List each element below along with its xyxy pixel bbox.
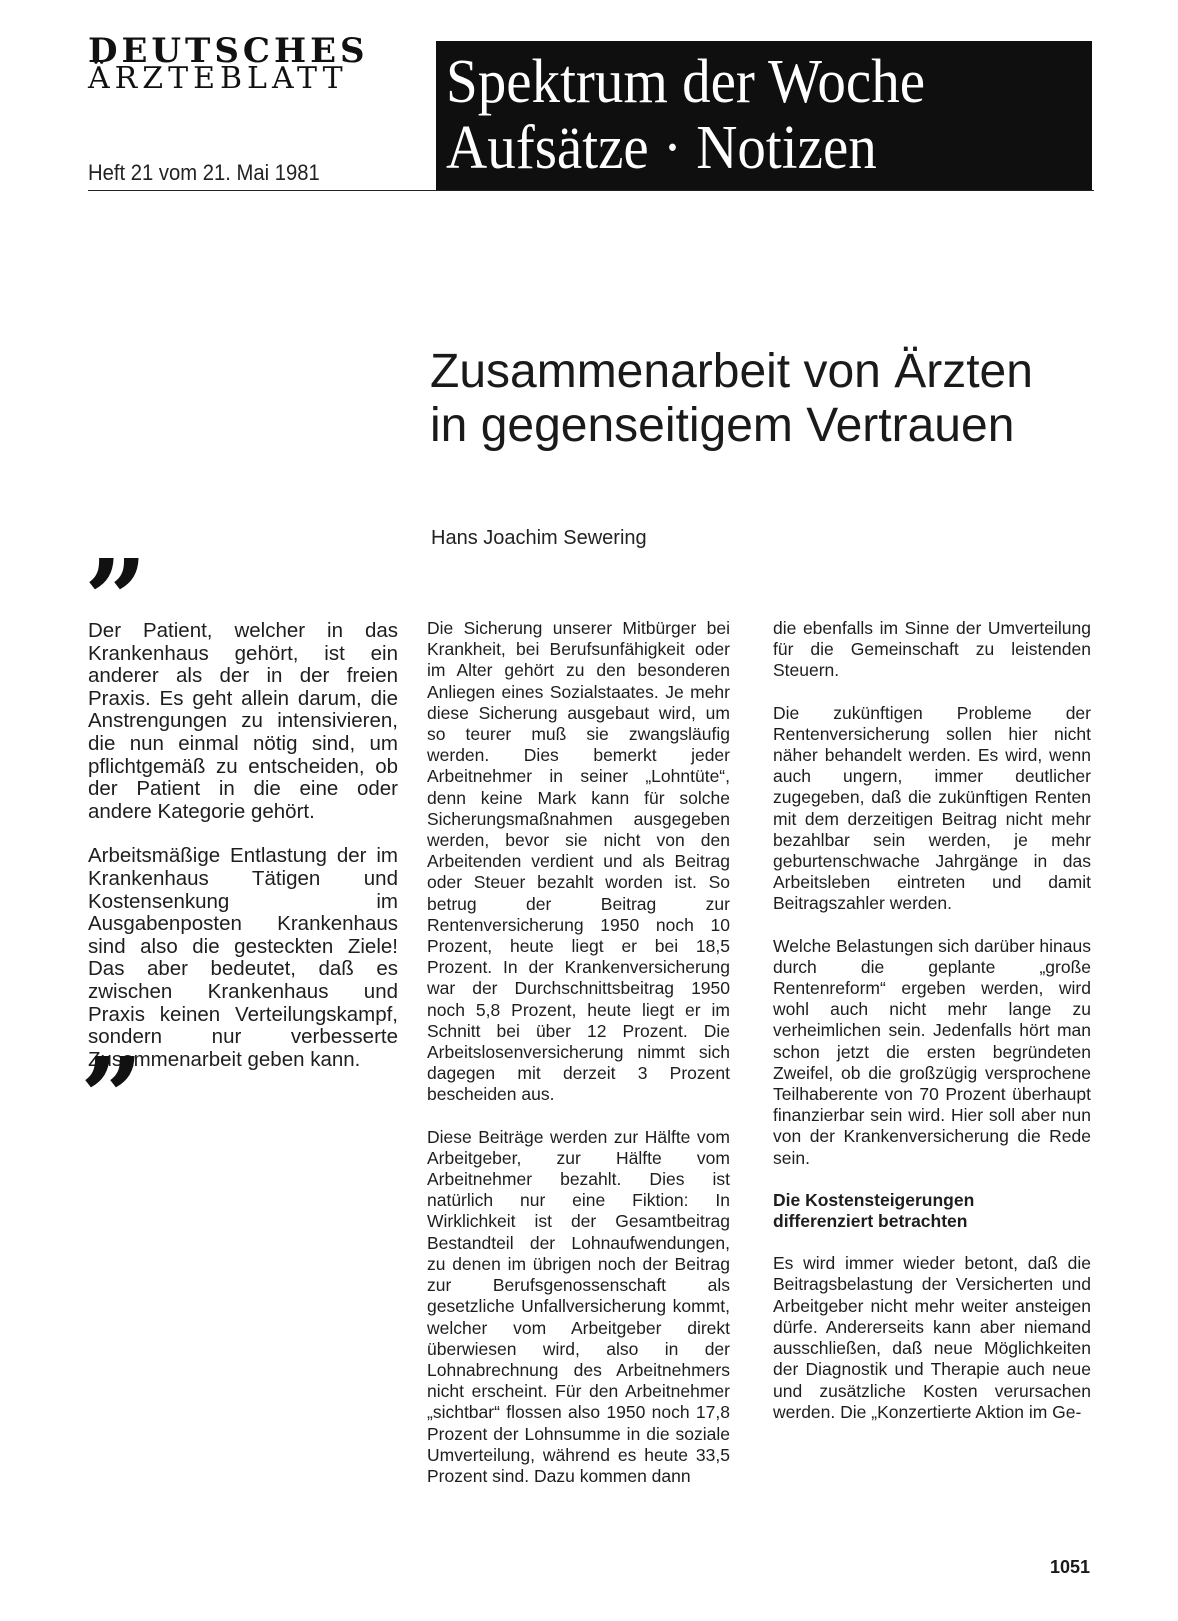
issue-date: Heft 21 vom 21. Mai 1981 (88, 160, 320, 185)
pull-quote-paragraph-2: Arbeitsmäßige Entlastung der im Krankenhaus Tätigen und Kostensenkung im Ausgabenposten Krankenhaus sind also die gesteckten Ziele! Das aber bedeutet, daß es zwischen Krankenhaus und Praxis keinen Verteilungskampf, sondern nur verbesserte Zusammenarbeit geben kann. (88, 844, 398, 1071)
article-author: Hans Joachim Sewering (431, 527, 647, 549)
pull-quote (88, 620, 398, 1093)
subheading-line2: differenziert betrachten (773, 1211, 968, 1232)
pull-quote-paragraph-1: Der Patient, welcher in das Krankenhaus gehört, ist ein anderer als der in der freien Praxis. Es geht allein darum, die Anstrengungen zu intensivieren, die nun einmal nötig sind, um pflichtgemäß zu entscheiden, ob der Patient in die eine oder andere Kategorie gehört. (88, 619, 398, 823)
body-column-1 (427, 618, 730, 1508)
section-banner (436, 41, 1092, 190)
masthead-line1: DEUTSCHES (88, 31, 369, 71)
header-rule (88, 190, 1094, 191)
column1-paragraph-1: Die Sicherung unserer Mitbürger bei Krankheit, bei Berufsunfähigkeit oder im Alter gehört zu den besonderen Anliegen eines Sozialstaates. Je mehr diese Sicherung ausgebaut wird, um so teurer muß sie zwangsläufig werden. Dies bemerkt jeder Arbeitnehmer in seiner „Lohntüte“, denn keine Mark kann für solche Sicherungsmaßnahmen ausgegeben werden, bevor sie nicht von den Arbeitenden verdient und als Beitrag oder Steuer bezahlt worden ist. So betrug der Beitrag zur Rentenversicherung 1950 noch 10 Prozent, heute liegt er bei 18,5 Prozent. In der Krankenversicherung war der Durchschnittsbeitrag 1950 noch 5,8 Prozent, heute liegt er im Schnitt bei über 12 Prozent. Die Arbeitslosenversicherung nimmt sich dagegen mit derzeit 3 Prozent bescheiden aus. (427, 618, 730, 1105)
body-column-2 (773, 618, 1091, 1444)
masthead-line2: ÄRZTEBLATT (88, 61, 348, 96)
column2-paragraph-4: Es wird immer wieder betont, daß die Beitragsbelastung der Versicherten und Arbeitgeber nicht mehr weiter ansteigen dürfe. Andererseits kann aber niemand ausschließen, daß neue Möglichkeiten der Diagnostik und Therapie auch neue und zusätzliche Kosten verursachen werden. Die „Konzertierte Aktion im Ge- (773, 1253, 1091, 1422)
page-number: 1051 (1049, 1557, 1090, 1577)
banner-line2: Aufsätze · Notizen (446, 114, 877, 182)
headline-line1: Zusammenarbeit von Ärzten (430, 345, 1033, 398)
headline-line2: in gegenseitigem Vertrauen (430, 399, 1015, 452)
column2-paragraph-3: Welche Belastungen sich darüber hinaus durch die geplante „große Rentenreform“ ergeben werden, wird wohl auch nicht mehr lange zu verheimlichen sein. Jedenfalls hört man schon jetzt die ersten begründeten Zweifel, ob die großzügig versprochene Teilhaberente von 70 Prozent überhaupt finanzierbar sein wird. Hier soll aber nun von der Krankenversicherung die Rede sein. (773, 935, 1091, 1168)
column1-paragraph-2: Diese Beiträge werden zur Hälfte vom Arbeitgeber, zur Hälfte vom Arbeitnehmer bezahlt. Dies ist natürlich nur eine Fiktion: In Wirklichkeit ist der Gesamtbeitrag Bestandteil der Lohnaufwendungen, zu denen im übrigen noch der Beitrag zur Berufsgenossenschaft als gesetzliche Unfallversicherung kommt, welcher vom Arbeitgeber direkt überwiesen wird, also in der Lohnabrechnung des Arbeitnehmers nicht erscheint. Für den Arbeitnehmer „sichtbar“ flossen also 1950 noch 17,8 Prozent der Lohnsumme in die soziale Umverteilung, während es heute 33,5 Prozent sind. Dazu kommen dann (427, 1126, 730, 1486)
column2-paragraph-1: die ebenfalls im Sinne der Umverteilung für die Gemeinschaft zu leistenden Steuern. (773, 618, 1091, 681)
article-headline (430, 345, 1110, 453)
section-subheading (773, 1190, 1091, 1232)
quote-open-mark: ” (84, 535, 148, 664)
quote-close-mark: ” (80, 1033, 144, 1162)
column2-paragraph-2: Die zukünftigen Probleme der Rentenversicherung sollen hier nicht näher behandelt werden. Es wird, wenn auch ungern, immer deutlicher zugegeben, daß die zukünftigen Renten mit dem derzeitigen Beitrag nicht mehr bezahlbar sein werden, je mehr geburtenschwache Jahrgänge in das Arbeitsleben eintreten und damit Beitragszahler werden. (773, 702, 1091, 914)
subheading-line1: Die Kostensteigerungen (773, 1189, 975, 1210)
masthead-logo (88, 31, 418, 96)
banner-line1: Spektrum der Woche (446, 48, 926, 116)
